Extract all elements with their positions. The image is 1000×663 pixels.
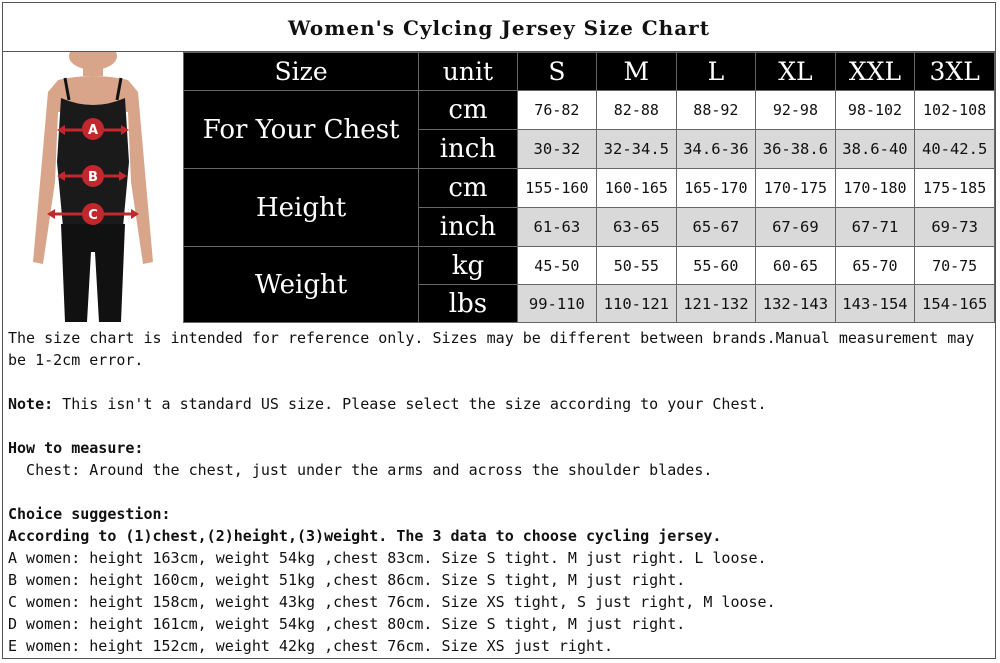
size-header: Size	[184, 53, 419, 91]
notes-section	[8, 327, 993, 657]
value-cell: 65-70	[835, 247, 915, 285]
unit-cell: cm	[419, 169, 517, 208]
value-cell: 50-55	[597, 247, 676, 285]
value-cell: 34.6-36	[676, 130, 756, 169]
size-col-3xl: 3XL	[915, 53, 995, 91]
example-line: D women: height 161cm, weight 54kg ,chest 80cm. Size S tight, M just right.	[8, 615, 686, 633]
example-line: A women: height 163cm, weight 54kg ,chest 83cm. Size S tight. M just right. L loose.	[8, 549, 767, 567]
value-cell: 143-154	[835, 285, 915, 323]
table-row	[184, 247, 995, 285]
unit-cell: inch	[419, 208, 517, 247]
value-cell: 65-67	[676, 208, 756, 247]
value-cell: 121-132	[676, 285, 756, 323]
disclaimer-line: The size chart is intended for reference only. Sizes may be different between brands.Manual measurement may	[8, 329, 975, 347]
unit-cell: kg	[419, 247, 517, 285]
size-table	[183, 52, 995, 323]
note-label: Note:	[8, 395, 54, 413]
note-paragraph	[8, 393, 993, 415]
value-cell: 60-65	[756, 247, 835, 285]
value-cell: 160-165	[597, 169, 676, 208]
value-cell: 92-98	[756, 91, 835, 130]
chart-title: Women's Cylcing Jersey Size Chart	[3, 3, 995, 52]
unit-cell: lbs	[419, 285, 517, 323]
value-cell: 165-170	[676, 169, 756, 208]
marker-c: C	[88, 208, 98, 223]
example-line: C women: height 158cm, weight 43kg ,chest 76cm. Size XS tight, S just right, M loose.	[8, 593, 776, 611]
value-cell: 102-108	[915, 91, 995, 130]
value-cell: 170-180	[835, 169, 915, 208]
value-cell: 82-88	[597, 91, 676, 130]
value-cell: 40-42.5	[915, 130, 995, 169]
row-label-chest: For Your Chest	[184, 91, 419, 169]
marker-a: A	[87, 123, 99, 138]
size-chart-frame	[2, 2, 996, 659]
size-col-m: M	[597, 53, 676, 91]
table-row	[184, 169, 995, 208]
unit-cell: cm	[419, 91, 517, 130]
value-cell: 98-102	[835, 91, 915, 130]
value-cell: 76-82	[517, 91, 596, 130]
value-cell: 110-121	[597, 285, 676, 323]
value-cell: 67-71	[835, 208, 915, 247]
example-line: B women: height 160cm, weight 51kg ,chest 86cm. Size S tight, M just right.	[8, 571, 686, 589]
size-col-l: L	[676, 53, 756, 91]
model-figure	[3, 52, 184, 322]
value-cell: 63-65	[597, 208, 676, 247]
size-col-s: S	[517, 53, 596, 91]
value-cell: 175-185	[915, 169, 995, 208]
value-cell: 170-175	[756, 169, 835, 208]
unit-header: unit	[419, 53, 517, 91]
value-cell: 69-73	[915, 208, 995, 247]
choice-title: Choice suggestion:	[8, 505, 171, 523]
value-cell: 70-75	[915, 247, 995, 285]
value-cell: 88-92	[676, 91, 756, 130]
how-to-measure-text: Chest: Around the chest, just under the arms and across the shoulder blades.	[8, 461, 713, 479]
value-cell: 99-110	[517, 285, 596, 323]
value-cell: 154-165	[915, 285, 995, 323]
value-cell: 55-60	[676, 247, 756, 285]
value-cell: 67-69	[756, 208, 835, 247]
example-line: E women: height 152cm, weight 42kg ,chest 76cm. Size XS just right.	[8, 637, 614, 655]
note-text: This isn't a standard US size. Please select the size according to your Chest.	[53, 395, 767, 413]
value-cell: 61-63	[517, 208, 596, 247]
value-cell: 32-34.5	[597, 130, 676, 169]
unit-cell: inch	[419, 130, 517, 169]
value-cell: 155-160	[517, 169, 596, 208]
row-label-weight: Weight	[184, 247, 419, 323]
value-cell: 30-32	[517, 130, 596, 169]
disclaimer-line: be 1-2cm error.	[8, 351, 144, 369]
row-label-height: Height	[184, 169, 419, 247]
value-cell: 45-50	[517, 247, 596, 285]
value-cell: 132-143	[756, 285, 835, 323]
size-col-xxl: XXL	[835, 53, 915, 91]
size-col-xl: XL	[756, 53, 835, 91]
table-row	[184, 91, 995, 130]
marker-b: B	[88, 170, 98, 185]
model-illustration	[3, 52, 183, 322]
value-cell: 36-38.6	[756, 130, 835, 169]
how-to-measure-title: How to measure:	[8, 439, 144, 457]
choice-subtitle: According to (1)chest,(2)height,(3)weight. The 3 data to choose cycling jersey.	[8, 527, 722, 545]
value-cell: 38.6-40	[835, 130, 915, 169]
